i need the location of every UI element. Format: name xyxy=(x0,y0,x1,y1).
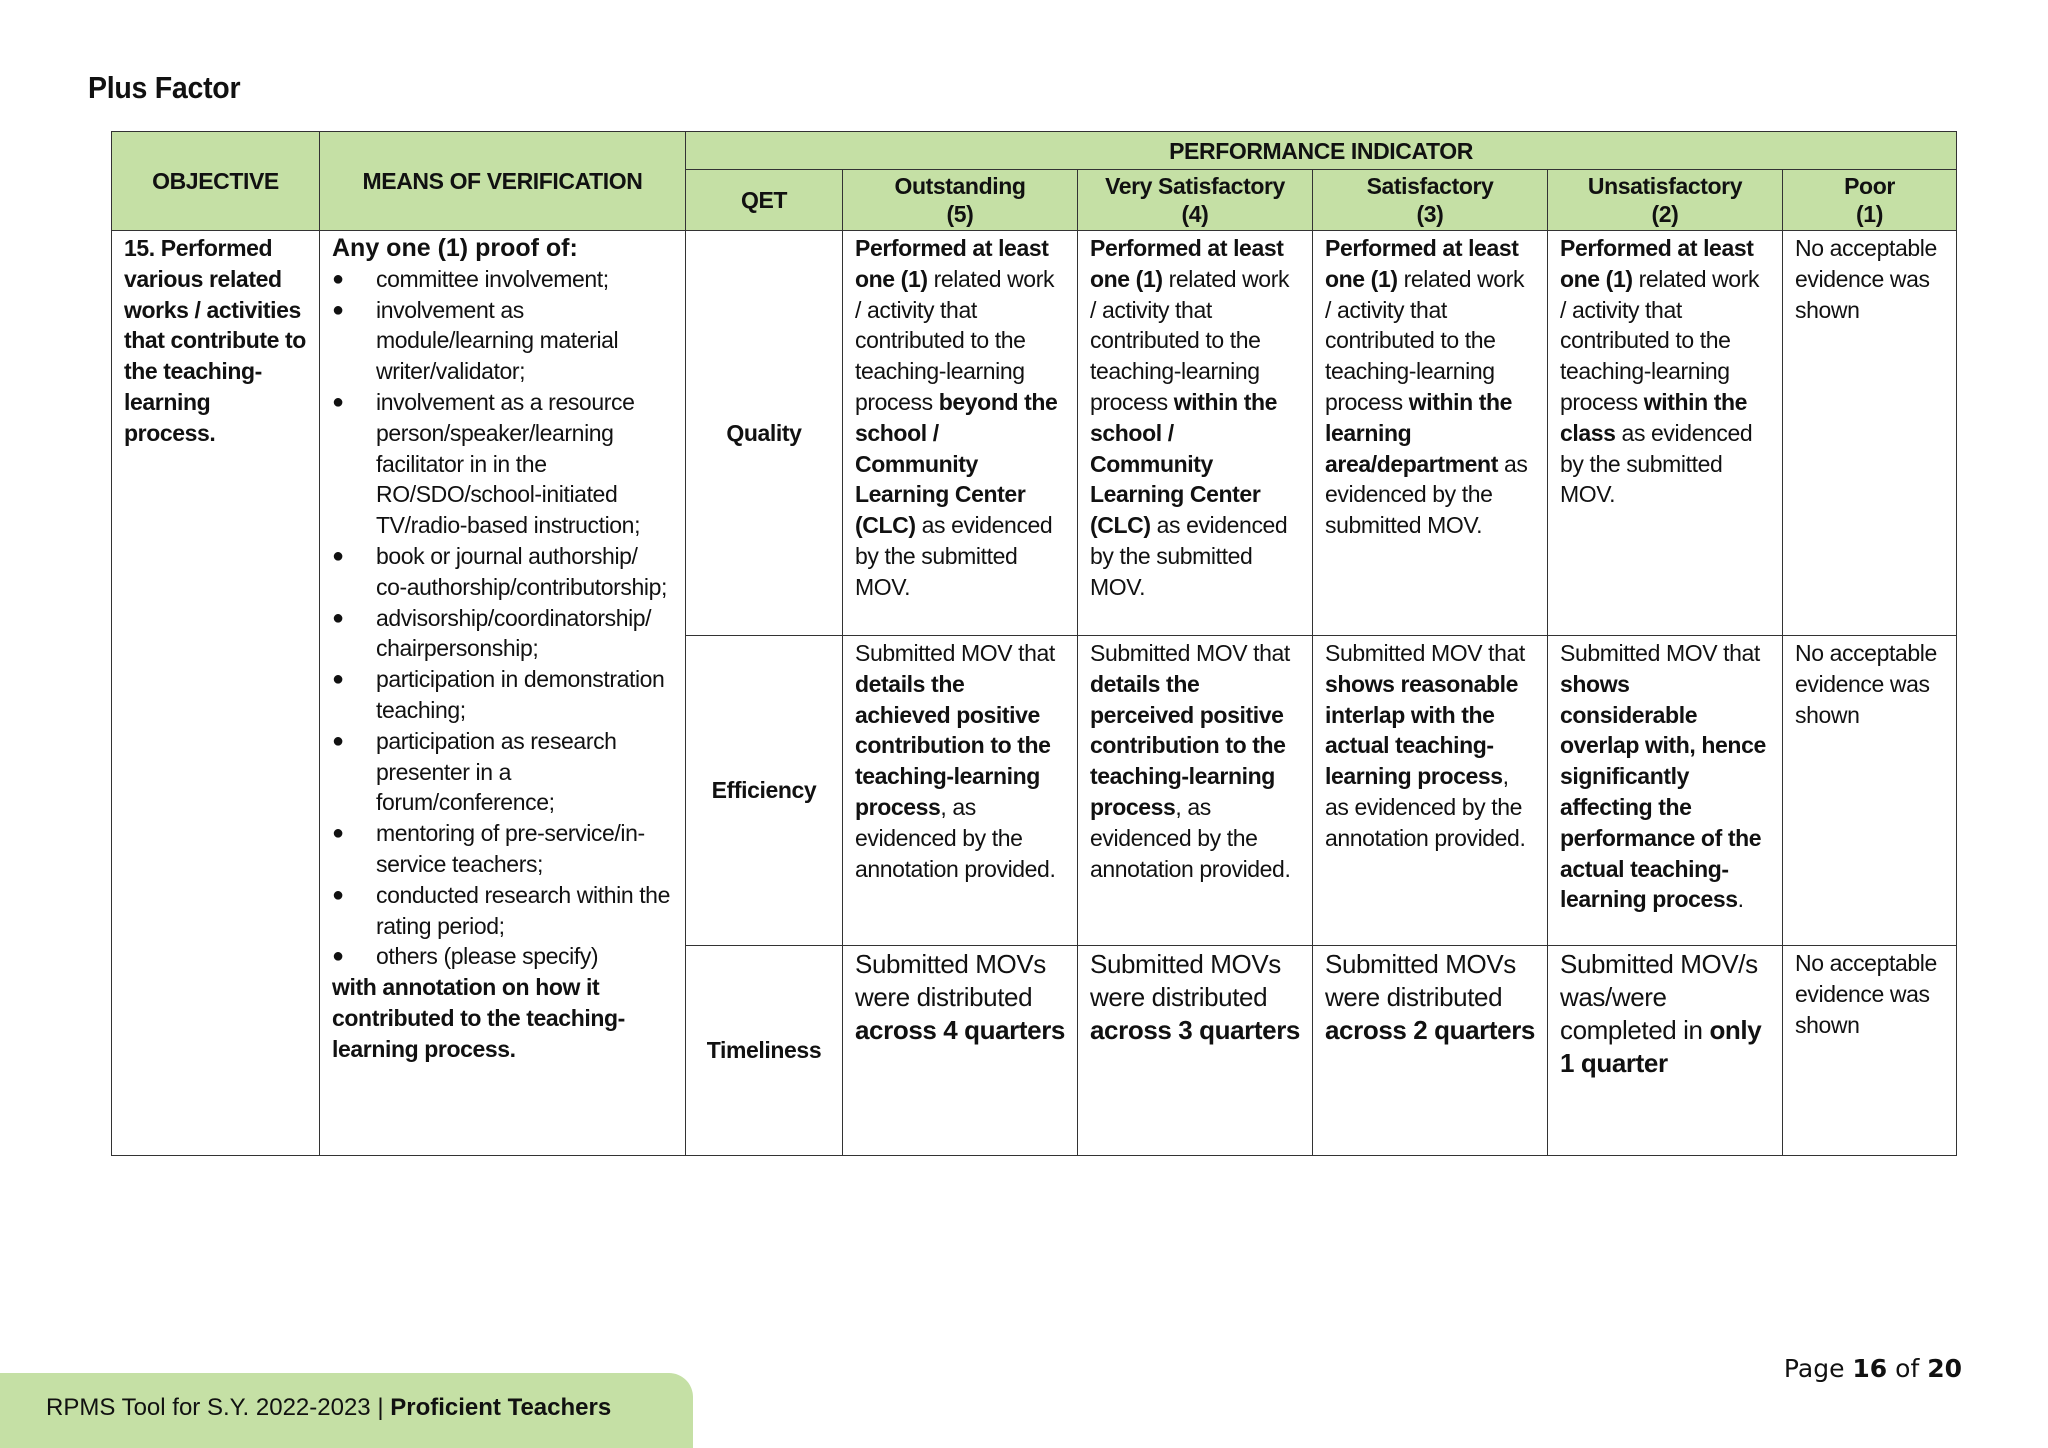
qet-efficiency: Efficiency xyxy=(686,636,843,946)
cell-quality-satisfactory: Performed at least one (1) related work / activity that contributed to the teaching-learning process within the learning area/department as evidenced by the submitted MOV. xyxy=(1313,231,1548,636)
qet-header: QET xyxy=(686,170,843,231)
cell-quality-very-satisfactory: Performed at least one (1) related work / activity that contributed to the teaching-learning process within the school / Community Learning Center (CLC) as evidenced by the submitted MOV. xyxy=(1078,231,1313,636)
page-number: Page 16 of 20 xyxy=(1783,1354,1962,1383)
level-header-unsatisfactory: Unsatisfactory (2) xyxy=(1548,170,1783,231)
table-row-quality xyxy=(112,231,1957,636)
level-header-poor: Poor (1) xyxy=(1783,170,1957,231)
means-closing: with annotation on how it contributed to the teaching-learning process. xyxy=(332,974,625,1062)
objective-header: OBJECTIVE xyxy=(112,132,320,231)
cell-quality-poor: No acceptable evidence was shown xyxy=(1783,231,1957,636)
cell-timeliness-satisfactory: Submitted MOVs were distributed across 2 quarters xyxy=(1313,946,1548,1156)
objective-cell: 15. Performed various related works / activities that contribute to the teaching-learning process. xyxy=(112,231,320,1156)
means-list xyxy=(332,264,673,972)
performance-indicator-header: PERFORMANCE INDICATOR xyxy=(686,132,1957,170)
cell-efficiency-poor: No acceptable evidence was shown xyxy=(1783,636,1957,946)
means-cell xyxy=(320,231,686,1156)
cell-quality-outstanding: Performed at least one (1) related work / activity that contributed to the teaching-learning process beyond the school / Community Learning Center (CLC) as evidenced by the submitted MOV. xyxy=(843,231,1078,636)
cell-efficiency-satisfactory: Submitted MOV that shows reasonable interlap with the actual teaching-learning process, as evidenced by the annotation provided. xyxy=(1313,636,1548,946)
list-item: ● mentoring of pre-service/in-service teachers; xyxy=(332,818,673,880)
qet-quality: Quality xyxy=(686,231,843,636)
level-header-outstanding: Outstanding (5) xyxy=(843,170,1078,231)
list-item: ● others (please specify) xyxy=(332,941,673,972)
footer-title: RPMS Tool for S.Y. 2022-2023 | Proficient Teachers xyxy=(46,1394,612,1421)
cell-quality-unsatisfactory: Performed at least one (1) related work / activity that contributed to the teaching-learning process within the class as evidenced by the submitted MOV. xyxy=(1548,231,1783,636)
rubric-table xyxy=(111,131,1957,1156)
list-item: ● committee involvement; xyxy=(332,264,673,295)
list-item: ● advisorship/coordinatorship/ chairpersonship; xyxy=(332,603,673,665)
cell-timeliness-outstanding: Submitted MOVs were distributed across 4 quarters xyxy=(843,946,1078,1156)
means-intro: Any one (1) proof of: xyxy=(332,234,578,262)
list-item: ● involvement as module/learning material writer/validator; xyxy=(332,295,673,387)
cell-timeliness-very-satisfactory: Submitted MOVs were distributed across 3 quarters xyxy=(1078,946,1313,1156)
cell-efficiency-unsatisfactory: Submitted MOV that shows considerable overlap with, hence significantly affecting the performance of the actual teaching-learning process. xyxy=(1548,636,1783,946)
level-header-very-satisfactory: Very Satisfactory (4) xyxy=(1078,170,1313,231)
cell-timeliness-poor: No acceptable evidence was shown xyxy=(1783,946,1957,1156)
list-item: ● participation in demonstration teaching; xyxy=(332,664,673,726)
section-heading: Plus Factor xyxy=(88,70,241,105)
list-item: ● involvement as a resource person/speaker/learning facilitator in in the RO/SDO/school-initiated TV/radio-based instruction; xyxy=(332,387,673,541)
list-item: ● book or journal authorship/ co-authorship/contributorship; xyxy=(332,541,673,603)
cell-efficiency-very-satisfactory: Submitted MOV that details the perceived positive contribution to the teaching-learning process, as evidenced by the annotation provided. xyxy=(1078,636,1313,946)
qet-timeliness: Timeliness xyxy=(686,946,843,1156)
cell-efficiency-outstanding: Submitted MOV that details the achieved positive contribution to the teaching-learning process, as evidenced by the annotation provided. xyxy=(843,636,1078,946)
cell-timeliness-unsatisfactory: Submitted MOV/s was/were completed in only 1 quarter xyxy=(1548,946,1783,1156)
means-header: MEANS OF VERIFICATION xyxy=(320,132,686,231)
list-item: ● conducted research within the rating period; xyxy=(332,880,673,942)
header-row-1 xyxy=(112,132,1957,170)
level-header-satisfactory: Satisfactory (3) xyxy=(1313,170,1548,231)
list-item: ● participation as research presenter in a forum/conference; xyxy=(332,726,673,818)
